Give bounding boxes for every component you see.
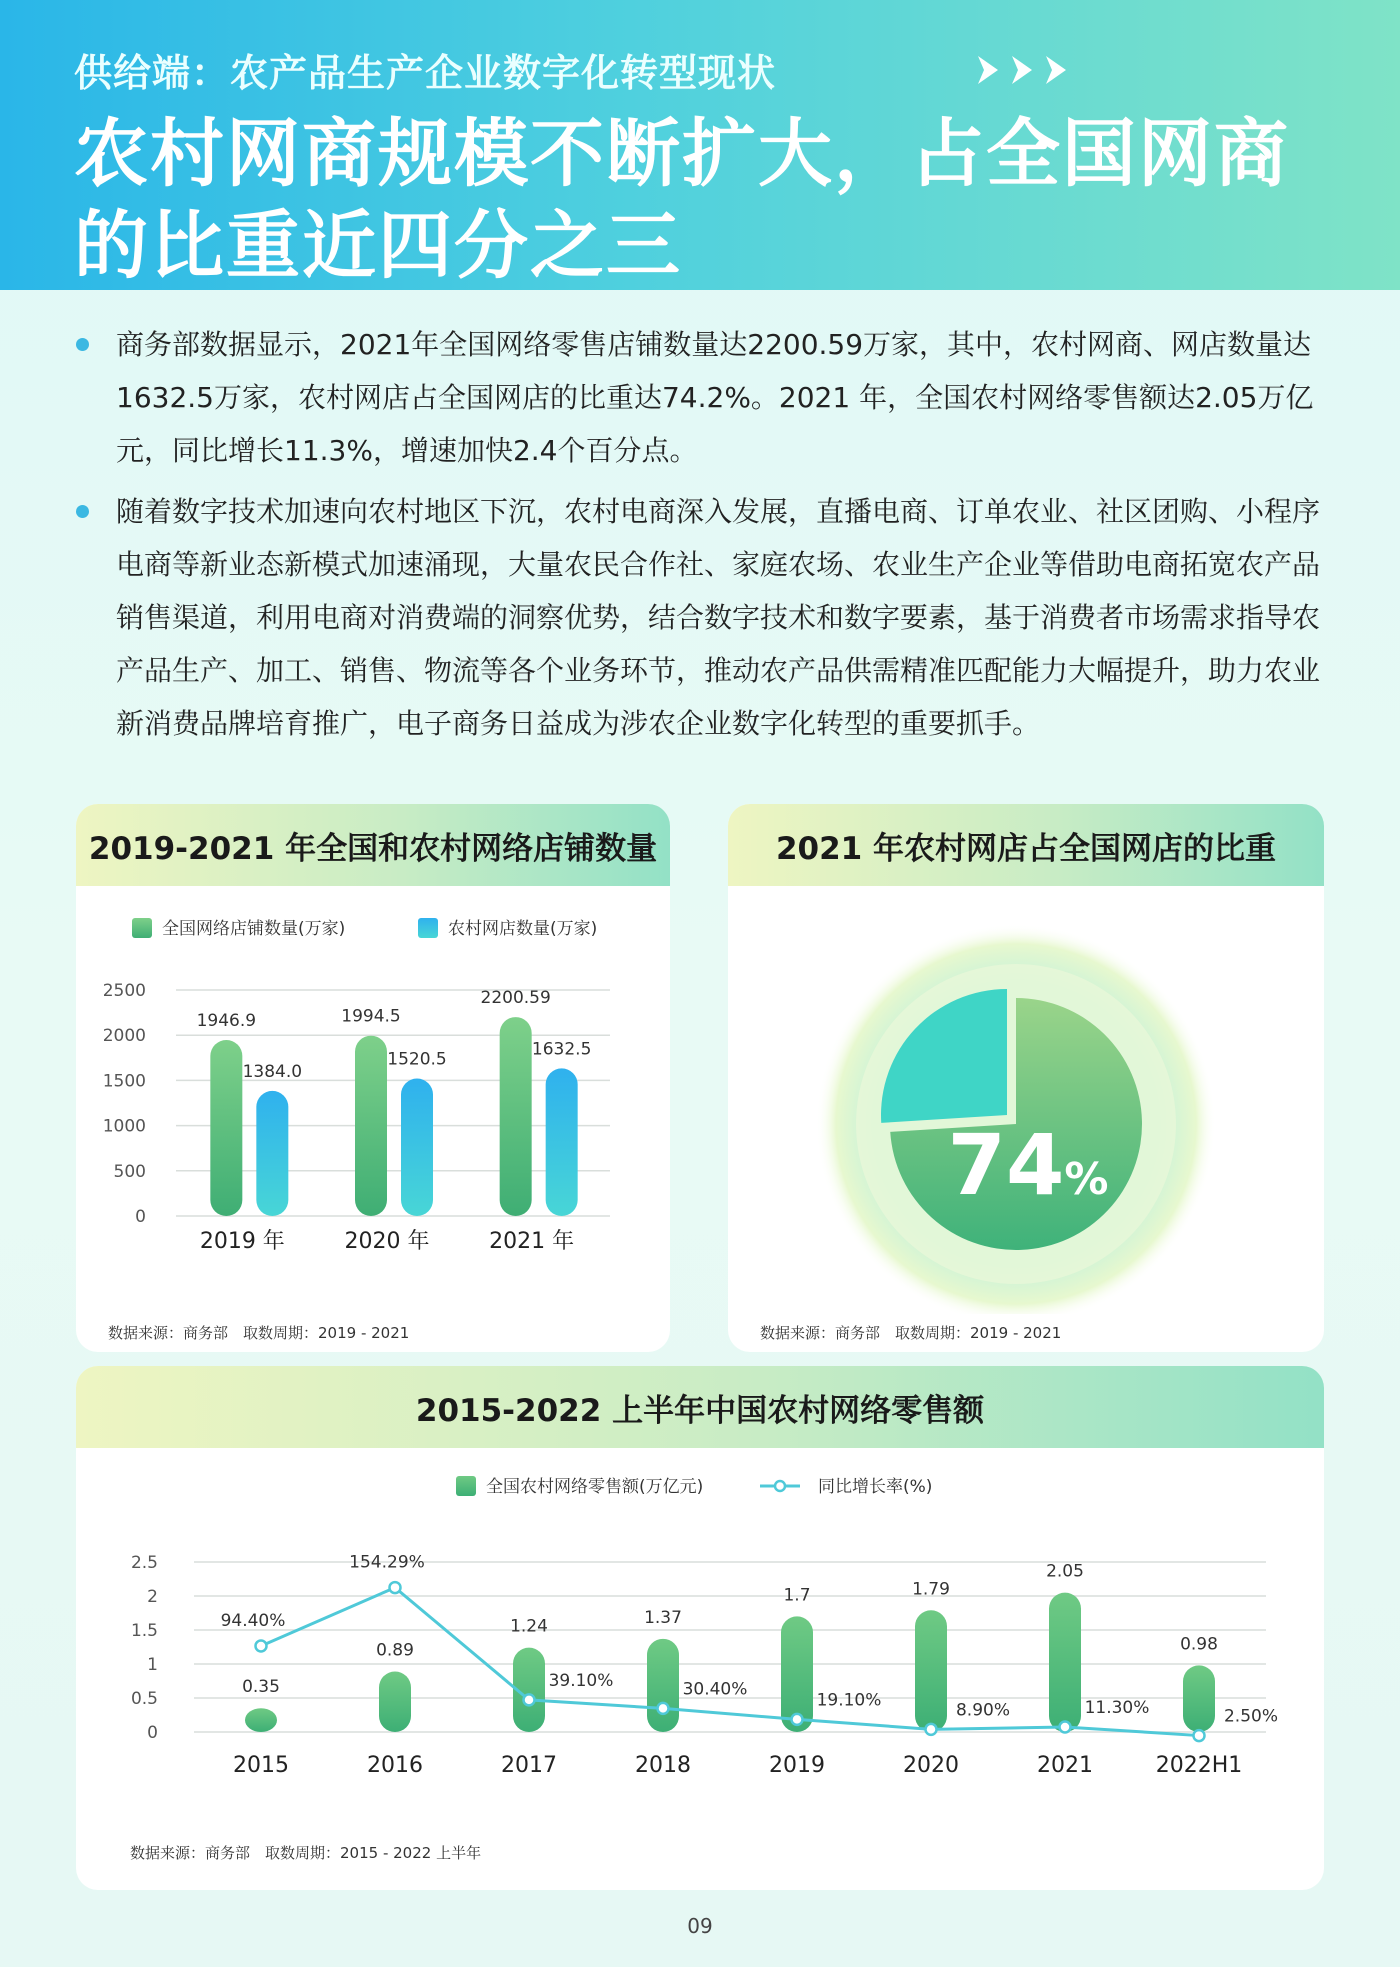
bar-value-label: 1632.5 <box>531 1039 592 1060</box>
bar <box>915 1610 947 1732</box>
legend-label-national: 全国网络店铺数量(万家) <box>162 919 346 939</box>
y-tick-label: 1 <box>147 1655 158 1675</box>
pie-percent-sign: % <box>1064 1154 1109 1205</box>
bullet-text: 商务部数据显示，2021年全国网络零售店铺数量达2200.59万家，其中，农村网商、网店数量达1632.5万家，农村网店占全国网店的比重达74.2%。2021 年，全国农村网络零售额达2.05万亿元，同比增长11.3%，增速加快2.4个百分点。 <box>116 328 1314 467</box>
x-tick-label: 2021 年 <box>489 1229 575 1254</box>
bar-value-label: 0.98 <box>1180 1634 1218 1655</box>
y-tick-label: 2500 <box>102 981 146 1001</box>
growth-point <box>256 1640 267 1651</box>
growth-value-label: 11.30% <box>1084 1697 1150 1718</box>
legend-label-growth: 同比增长率(%) <box>818 1477 933 1497</box>
y-tick-label: 500 <box>113 1161 146 1182</box>
bar-value-label: 1.24 <box>510 1616 548 1637</box>
y-tick-label: 2.5 <box>130 1553 158 1573</box>
y-tick-label: 2000 <box>102 1026 146 1047</box>
header-banner <box>0 0 1400 290</box>
bar <box>546 1068 578 1216</box>
y-tick-label: 0.5 <box>130 1689 158 1709</box>
x-tick-label: 2018 <box>635 1753 691 1778</box>
legend-swatch-rural <box>418 918 438 938</box>
growth-value-label: 19.10% <box>816 1690 882 1711</box>
bar-value-label: 1520.5 <box>387 1049 447 1070</box>
store-count-card <box>76 804 670 1352</box>
bar-value-label: 1.7 <box>783 1585 811 1606</box>
bar <box>1049 1593 1081 1732</box>
data-source-note: 数据来源：商务部 取数周期：2015 - 2022 上半年 <box>130 1844 482 1862</box>
bar-value-label: 2200.59 <box>480 988 551 1009</box>
growth-value-label: 39.10% <box>548 1670 614 1691</box>
bar <box>401 1079 433 1216</box>
y-tick-label: 1500 <box>102 1071 146 1092</box>
y-tick-label: 0 <box>135 1207 146 1227</box>
page-title: 农村网商规模不断扩大，占全国网商的比重近四分之三 <box>74 111 1290 289</box>
bar <box>379 1671 411 1732</box>
bar <box>210 1040 242 1216</box>
bullet-dot-icon <box>76 505 89 518</box>
y-tick-label: 1.5 <box>130 1621 158 1641</box>
x-tick-label: 2015 <box>233 1753 289 1778</box>
x-tick-label: 2020 <box>903 1753 959 1778</box>
growth-point <box>1060 1721 1071 1732</box>
rural-retail-chart <box>76 1452 1324 1852</box>
growth-value-label: 8.90% <box>955 1700 1011 1721</box>
x-tick-label: 2021 <box>1037 1753 1093 1778</box>
bar <box>355 1036 387 1216</box>
bar <box>256 1091 288 1216</box>
growth-point <box>926 1724 937 1735</box>
y-tick-label: 0 <box>147 1723 158 1743</box>
bullet-list <box>74 318 1330 758</box>
growth-point <box>1194 1730 1205 1741</box>
rural-share-card-title: 2021 年农村网店占全国网店的比重 <box>728 804 1324 886</box>
growth-point <box>792 1714 803 1725</box>
legend-swatch-national <box>132 918 152 938</box>
rural-share-pie-chart <box>728 894 1324 1314</box>
pie-percent-number: 74 <box>947 1116 1065 1214</box>
data-source-note: 数据来源：商务部 取数周期：2019 - 2021 <box>108 1324 410 1342</box>
bar-value-label: 2.05 <box>1046 1561 1084 1582</box>
bar-value-label: 1946.9 <box>196 1011 257 1032</box>
legend-marker-growth <box>775 1481 785 1491</box>
page-number: 09 <box>687 1914 713 1938</box>
x-tick-label: 2022H1 <box>1155 1753 1243 1778</box>
bullet-item <box>74 485 1330 750</box>
growth-point <box>524 1694 535 1705</box>
x-tick-label: 2017 <box>501 1753 557 1778</box>
x-tick-label: 2019 <box>769 1753 825 1778</box>
legend-label-retail: 全国农村网络零售额(万亿元) <box>486 1477 704 1497</box>
x-tick-label: 2016 <box>367 1753 423 1778</box>
arrow-decoration-icon <box>976 52 1076 88</box>
x-tick-label: 2019 年 <box>199 1229 285 1254</box>
data-source-note: 数据来源：商务部 取数周期：2019 - 2021 <box>760 1324 1062 1342</box>
growth-point <box>390 1582 401 1593</box>
bar-value-label: 1.79 <box>912 1579 950 1600</box>
growth-value-label: 2.50% <box>1223 1706 1279 1727</box>
legend-swatch-retail <box>456 1476 476 1496</box>
bar <box>647 1639 679 1732</box>
bar-value-label: 0.35 <box>242 1677 280 1698</box>
store-count-card-title: 2019-2021 年全国和农村网络店铺数量 <box>76 804 670 886</box>
growth-value-label: 154.29% <box>349 1552 425 1573</box>
y-tick-label: 1000 <box>102 1116 146 1137</box>
bar-value-label: 1.37 <box>644 1607 682 1628</box>
y-tick-label: 2 <box>147 1587 158 1607</box>
bullet-dot-icon <box>76 338 89 351</box>
section-subtitle: 供给端：农产品生产企业数字化转型现状 <box>74 51 777 95</box>
bar <box>245 1708 277 1732</box>
bar-value-label: 1384.0 <box>242 1061 303 1082</box>
bar <box>500 1017 532 1216</box>
store-count-chart <box>76 894 670 1314</box>
legend-label-rural: 农村网店数量(万家) <box>448 919 598 939</box>
bullet-text: 随着数字技术加速向农村地区下沉，农村电商深入发展，直播电商、订单农业、社区团购、小程序电商等新业态新模式加速涌现，大量农民合作社、家庭农场、农业生产企业等借助电商拓宽农产品销售渠道，利用电商对消费端的洞察优势，结合数字技术和数字要素，基于消费者市场需求指导农产品生产、加工、销售、物流等各个业务环节，推动农产品供需精准匹配能力大幅提升，助力农业新消费品牌培育推广，电子商务日益成为涉农企业数字化转型的重要抓手。 <box>116 495 1321 740</box>
x-tick-label: 2020 年 <box>344 1229 430 1254</box>
rural-share-card <box>728 804 1324 1352</box>
growth-value-label: 94.40% <box>220 1610 286 1631</box>
bar-value-label: 0.89 <box>376 1640 414 1661</box>
bar-value-label: 1994.5 <box>341 1006 401 1027</box>
bar <box>1183 1665 1215 1732</box>
growth-point <box>658 1703 669 1714</box>
rural-retail-card-title: 2015-2022 上半年中国农村网络零售额 <box>76 1366 1324 1448</box>
growth-value-label: 30.40% <box>682 1679 748 1700</box>
bullet-item <box>74 318 1330 477</box>
rural-retail-card <box>76 1366 1324 1890</box>
